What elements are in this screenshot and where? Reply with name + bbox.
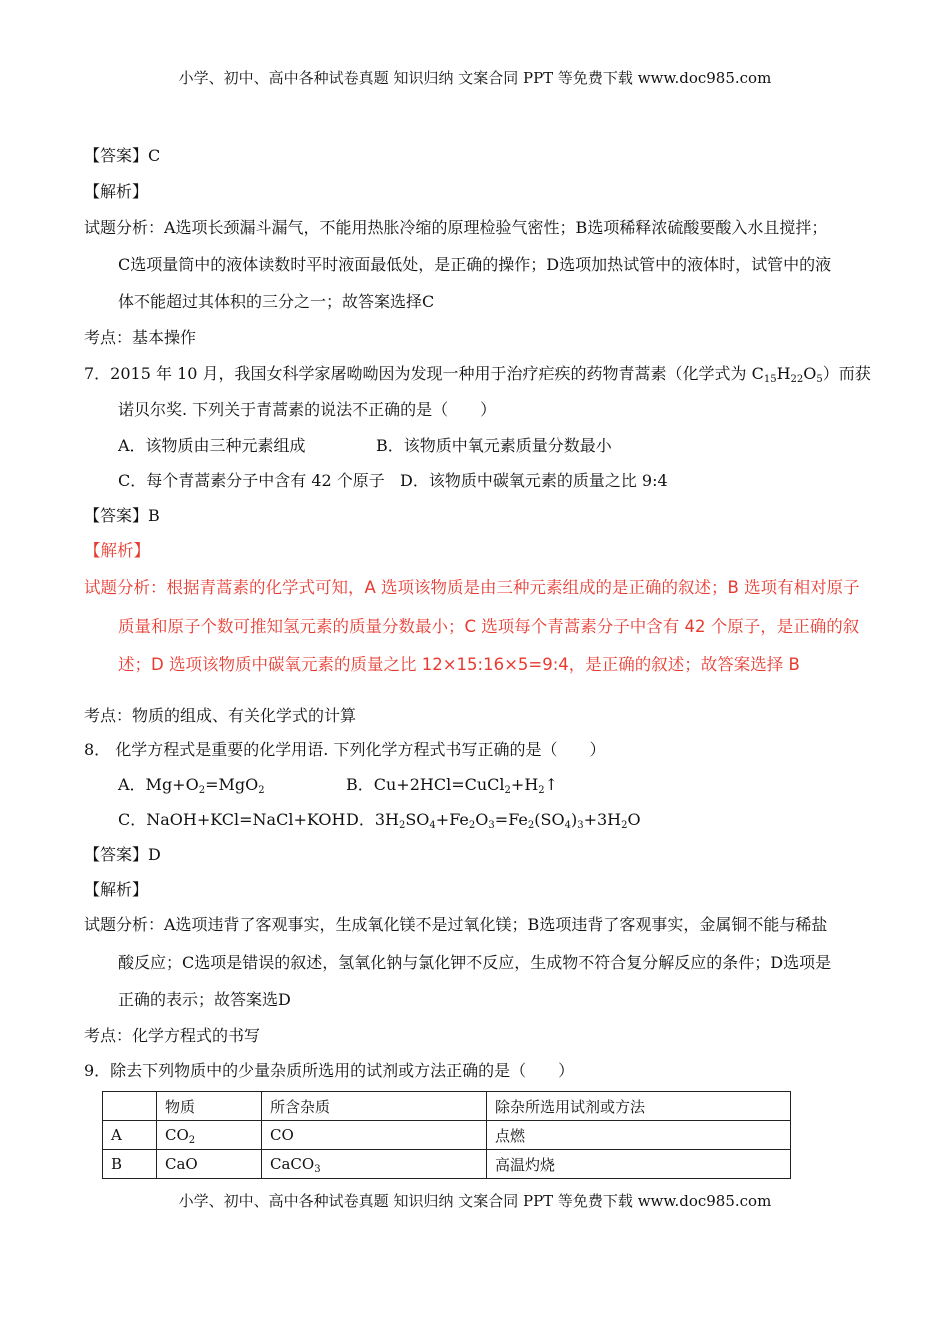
q7-option-c: C．每个青蒿素分子中含有 42 个原子 [118, 471, 385, 490]
eq-part: (SO [534, 810, 565, 829]
q7-answer: 【答案】B [84, 506, 160, 525]
page-footer: 小学、初中、高中各种试卷真题 知识归纳 文案合同 PPT 等免费下载 www.doc985.com [178, 1192, 772, 1210]
q8-option-a [118, 775, 265, 795]
row-label: A [103, 1121, 157, 1150]
q7-stem-end: ）而获 [822, 364, 871, 383]
impurity-cell [262, 1121, 487, 1150]
eq-sub: 2 [258, 785, 265, 796]
q6-analysis-line: 体不能超过其体积的三分之一；故答案选择C [118, 292, 435, 311]
formula-part: CaO [165, 1155, 198, 1173]
eq-sub: 3 [577, 820, 584, 831]
eq-part: O [627, 810, 641, 829]
method-cell: 高温灼烧 [487, 1150, 791, 1179]
formula-sub: 5 [816, 374, 823, 385]
q6-analysis-line: 试题分析：A选项长颈漏斗漏气，不能用热胀冷缩的原理检验气密性；B选项稀释浓硫酸要酸入水且搅拌； [84, 218, 828, 237]
eq-part: D．3H [346, 810, 399, 829]
page-header: 小学、初中、高中各种试卷真题 知识归纳 文案合同 PPT 等免费下载 www.doc985.com [178, 69, 772, 87]
q8-analysis-line: 正确的表示；故答案选D [118, 990, 291, 1009]
q6-analysis-label: 【解析】 [84, 182, 149, 201]
eq-sub: 4 [564, 820, 571, 831]
q8-analysis-label: 【解析】 [84, 880, 149, 899]
eq-part: +3H [583, 810, 622, 829]
q6-analysis-line: C选项量筒中的液体读数时平时液面最低处，是正确的操作；D选项加热试管中的液体时，试管中的液 [118, 255, 832, 274]
q7-topic: 考点：物质的组成、有关化学式的计算 [84, 706, 357, 725]
eq-part: +Fe [435, 810, 469, 829]
q7-option-d: D．该物质中碳氧元素的质量之比 9:4 [400, 471, 668, 490]
eq-part: =Fe [494, 810, 528, 829]
q8-option-c: C．NaOH+KCl=NaCl+KOH [118, 810, 346, 829]
q6-answer: 【答案】C [84, 146, 161, 165]
table-header-cell: 除杂所选用试剂或方法 [487, 1092, 791, 1121]
eq-sub: 2 [398, 820, 406, 831]
table-header-cell [103, 1092, 157, 1121]
eq-sub: 2 [468, 820, 476, 831]
eq-sub: 2 [538, 785, 545, 796]
eq-part: +H [510, 775, 539, 794]
table-row [103, 1150, 791, 1179]
eq-sub: 2 [527, 820, 535, 831]
q7-option-b: B．该物质中氧元素质量分数最小 [376, 436, 612, 455]
formula-sub: 15 [763, 374, 777, 385]
q7-stem [84, 364, 871, 384]
table-header-row [103, 1092, 791, 1121]
substance-cell [157, 1150, 262, 1179]
q7-analysis-line: 质量和原子个数可推知氢元素的质量分数最小；C 选项每个青蒿素分子中含有 42 个原子，是正确的叙 [118, 617, 860, 636]
q8-analysis-line: 试题分析：A选项违背了客观事实，生成氧化镁不是过氧化镁；B选项违背了客观事实，金属铜不能与稀盐 [84, 915, 828, 934]
eq-sub: 2 [621, 820, 628, 831]
q8-option-d [346, 810, 641, 830]
q6-topic: 考点：基本操作 [84, 328, 197, 347]
q7-analysis-label: 【解析】 [84, 541, 150, 560]
table-header-cell: 所含杂质 [262, 1092, 487, 1121]
eq-sub: 3 [488, 820, 495, 831]
formula-sub: 3 [314, 1164, 321, 1175]
q7-option-a: A．该物质由三种元素组成 [118, 436, 306, 455]
q7-stem-line2: 诺贝尔奖. 下列关于青蒿素的说法不正确的是（ ） [118, 400, 497, 419]
eq-part: ) [570, 810, 578, 829]
row-label: B [103, 1150, 157, 1179]
eq-part: B．Cu+2HCl=CuCl [346, 775, 505, 794]
formula-sub: 22 [790, 374, 804, 385]
eq-part: A．Mg+O [118, 775, 199, 794]
up-arrow-icon: ↑ [544, 775, 559, 794]
q9-stem: 9．除去下列物质中的少量杂质所选用的试剂或方法正确的是（ ） [84, 1061, 575, 1080]
q7-stem-start: 7．2015 年 10 月，我国女科学家屠呦呦因为发现一种用于治疗疟疾的药物青蒿素（化学式为 C [84, 364, 764, 383]
formula-part: H [776, 364, 791, 383]
method-cell: 点燃 [487, 1121, 791, 1150]
q8-answer: 【答案】D [84, 845, 161, 864]
impurity-cell [262, 1150, 487, 1179]
q8-option-b [346, 775, 558, 795]
table-row [103, 1121, 791, 1150]
eq-part: =MgO [205, 775, 259, 794]
eq-sub: 2 [198, 785, 206, 796]
q8-topic: 考点：化学方程式的书写 [84, 1026, 261, 1045]
substance-cell [157, 1121, 262, 1150]
formula-part: O [803, 364, 817, 383]
q8-analysis-line: 酸反应；C选项是错误的叙述，氢氧化钠与氯化钾不反应，生成物不符合复分解反应的条件；D选项是 [118, 953, 832, 972]
eq-sub: 2 [504, 785, 511, 796]
q9-table [102, 1091, 791, 1179]
q7-analysis-line: 试题分析：根据青蒿素的化学式可知，A 选项该物质是由三种元素组成的是正确的叙述；B 选项有相对原子 [84, 578, 860, 597]
eq-sub: 4 [429, 820, 436, 831]
formula-part: CaCO [270, 1155, 315, 1173]
formula-sub: 2 [188, 1135, 196, 1146]
q7-analysis-line: 述；D 选项该物质中碳氧元素的质量之比 12×15:16×5=9:4，是正确的叙述；故答案选择 B [118, 655, 800, 674]
table-header-cell: 物质 [157, 1092, 262, 1121]
formula-part: CO [270, 1126, 294, 1144]
q8-stem: 8． 化学方程式是重要的化学用语. 下列化学方程式书写正确的是（ ） [84, 740, 606, 759]
formula-part: CO [165, 1126, 189, 1144]
eq-part: O [475, 810, 489, 829]
eq-part: SO [405, 810, 430, 829]
